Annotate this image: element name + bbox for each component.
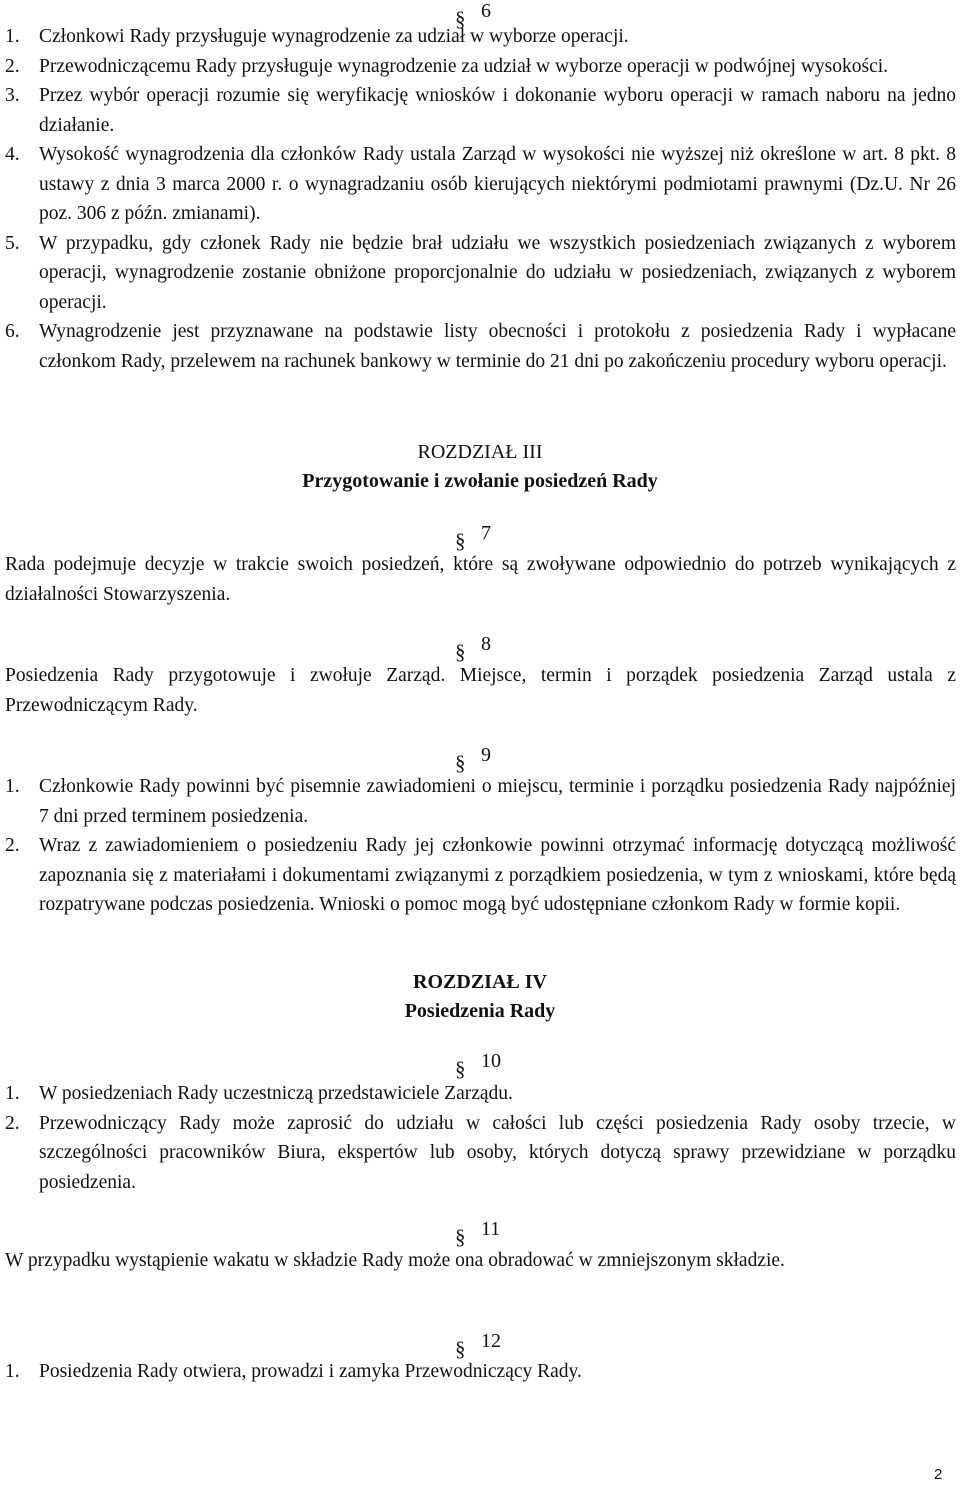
list-item: 1. Członkowie Rady powinni być pisemnie zawiadomieni o miejscu, terminie i porządku posiedzenia Rady najpóźniej 7 dni przed terminem posiedzenia. [5,776,956,827]
section-7-text: Rada podejmuje decyzje w trakcie swoich posiedzeń, które są zwoływane odpowiednio do potrzeb wynikających z działalności Stowarzyszenia. [5,554,956,605]
list-item: 1. Posiedzenia Rady otwiera, prowadzi i zamyka Przewodniczący Rady. [5,1361,582,1382]
chapter-label: ROZDZIAŁ IV [413,971,547,993]
section-12-list [5,1357,956,1387]
section-number: 11 [481,1218,501,1240]
section-symbol: § [455,640,466,664]
chapter-heading-4 [0,968,960,1026]
section-number: 12 [481,1330,501,1352]
section-symbol: § [455,1057,466,1081]
section-11-text: W przypadku wystąpienie wakatu w składzie Rady może ona obradować w zmniejszonym składzie. [5,1250,785,1271]
list-item: 2. Przewodniczącemu Rady przysługuje wynagrodzenie za udział w wyborze operacji w podwójnej wysokości. [5,55,889,77]
list-item: 1. Członkowi Rady przysługuje wynagrodzenie za udział w wyborze operacji. [5,26,629,47]
chapter-label: ROZDZIAŁ III [417,441,543,463]
list-item: 2. Przewodniczący Rady może zaprosić do udziału w całości lub części posiedzenia Rady osoby trzecie, w szczególności pracowników Biura, ekspertów lub osoby, których dotyczą sprawy przewidziane w porządku posiedzenia. [5,1112,956,1193]
section-number: 7 [481,522,491,544]
section-heading-10 [455,1050,525,1082]
list-item: 2. Wraz z zawiadomieniem o posiedzeniu Rady jej członkowie powinni otrzymać informację dotyczącą możliwość zapoznania się z materiałami i dokumentami związanymi z porządkiem posiedzenia, w tym z wnioskami, które będą rozpatrywane podczas posiedzenia. Wnioski o pomoc mogą być udostępniane członkom Rady w formie kopii. [5,835,956,915]
section-number: 9 [481,744,491,766]
list-item: 3. Przez wybór operacji rozumie się weryfikację wniosków i dokonanie wyboru operacji w ramach naboru na jedno działanie. [5,85,956,136]
section-number: 8 [481,633,491,655]
list-item: 6. Wynagrodzenie jest przyznawane na podstawie listy obecności i protokołu z posiedzenia Rady i wypłacane członkom Rady, przelewem na rachunek bankowy w terminie do 21 dni po zakończeniu procedury wyboru operacji. [5,321,956,372]
chapter-heading-3 [0,438,960,496]
section-9-list [5,772,956,920]
chapter-title: Przygotowanie i zwołanie posiedzeń Rady [302,470,658,492]
list-item: 4. Wysokość wynagrodzenia dla członków Rady ustala Zarząd w wysokości nie wyższej niż określone w art. 8 pkt. 8 ustawy z dnia 3 marca 2000 r. o wynagradzaniu osób kierujących niektórymi podmiotami prawnymi (Dz.U. Nr 26 poz. 306 z późn. zmianami). [5,144,956,224]
list-item: 5. W przypadku, gdy członek Rady nie będzie brał udziału we wszystkich posiedzeniach związanych z wyborem operacji, wynagrodzenie zostanie obniżone proporcjonalnie do udziału w posiedzeniach, związanych z wyborem operacji. [5,232,956,313]
section-10-list [5,1079,956,1197]
section-number: 10 [481,1050,501,1072]
section-number: 6 [481,0,491,22]
section-symbol: § [455,1225,466,1249]
section-6-list [5,22,956,376]
section-symbol: § [455,1337,466,1361]
section-symbol: § [455,7,466,31]
chapter-title: Posiedzenia Rady [404,1000,556,1022]
section-symbol: § [455,751,466,775]
list-item: 1. W posiedzeniach Rady uczestniczą przedstawiciele Zarządu. [5,1083,513,1104]
page-number: 2 [934,1466,943,1483]
section-symbol: § [455,529,466,553]
section-8-text: Posiedzenia Rady przygotowuje i zwołuje Zarząd. Miejsce, termin i porządek posiedzenia Zarząd ustala z Przewodniczącym Rady. [5,665,956,716]
